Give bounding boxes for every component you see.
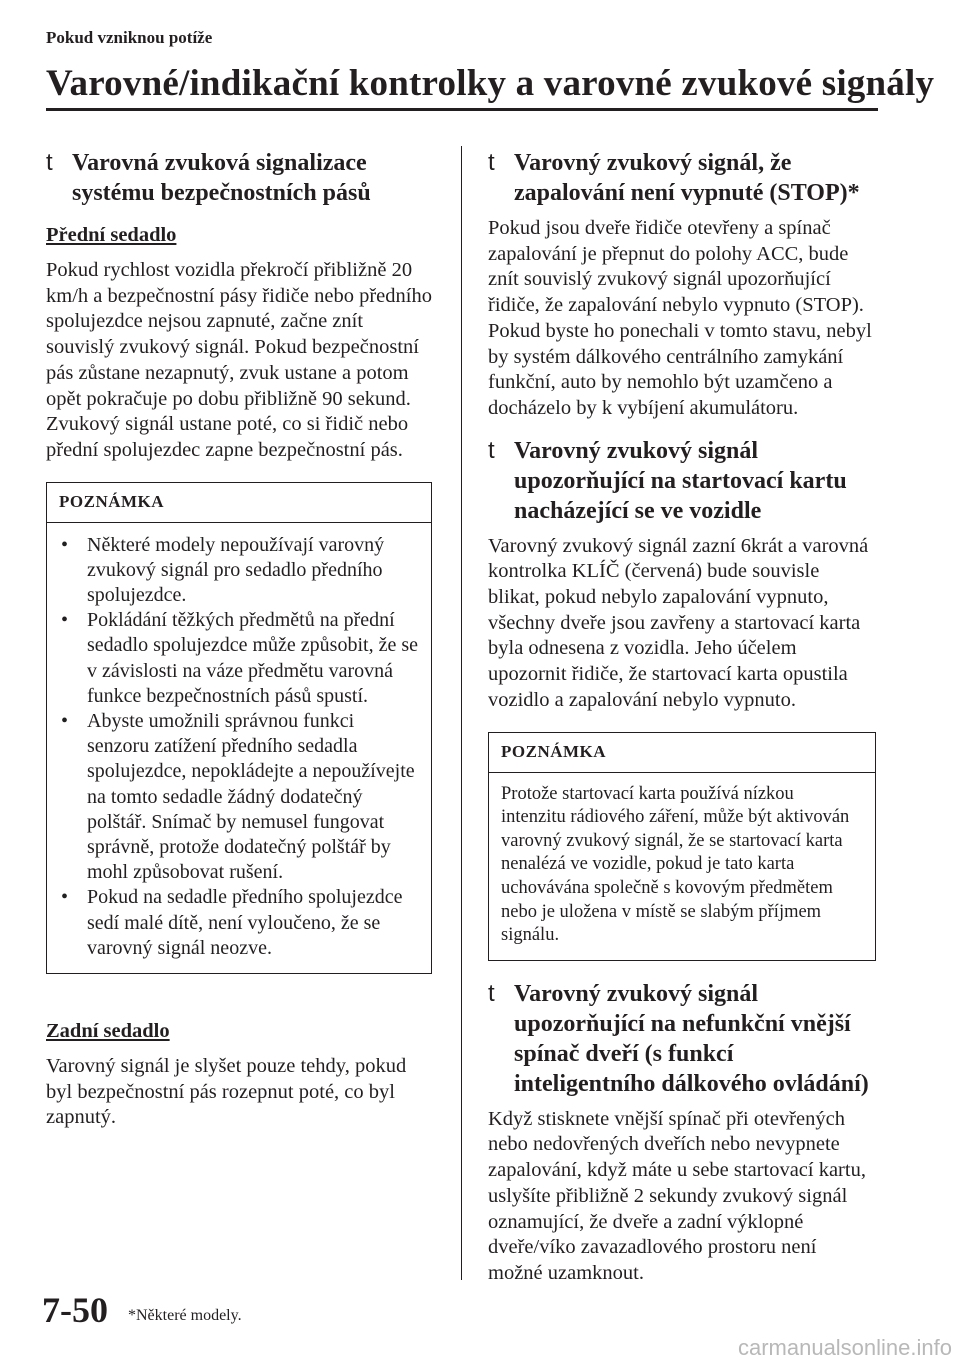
card-warning-text: Varovný zvukový signál zazní 6krát a varovná kontrolka KLÍČ (červená) bude souvisle blikat, pokud nebylo zapalování vypnuto, všechny dveře jsou zavřeny a startovací karta byla odnesena z vozidla. Jeho účelem upozornit řidiče, že startovací karta opustila vozidlo a zapalování nebylo vypnuto. xyxy=(488,534,869,711)
note-item-text: Pokládání těžkých předmětů na přední sedadlo spolujezdce může způsobit, že se v závislosti na váze předmětu varovná funkce bezpečnostních pásů spustí. xyxy=(87,609,418,707)
note-item-text: Některé modely nepoužívají varovný zvukový signál pro sedadlo předního spolujezdce. xyxy=(87,533,385,607)
note-list-item xyxy=(59,885,419,961)
footnote: *Některé modely. xyxy=(128,1307,242,1324)
front-seat-heading: Přední sedadlo xyxy=(46,224,177,246)
title-divider xyxy=(46,108,878,111)
note-box-seatbelt xyxy=(46,482,432,974)
note-title: POZNÁMKA xyxy=(47,483,431,523)
section-heading-seatbelt xyxy=(46,148,432,208)
bullet-dot-icon: • xyxy=(61,533,69,556)
note-list-item xyxy=(59,533,419,609)
section-bullet-icon: t xyxy=(46,149,53,176)
note-list-item xyxy=(59,608,419,709)
note-item-text: Abyste umožnili správnou funkci senzoru zatížení předního sedadla spolujezdce, nepokládejte a nepoužívejte na tomto sedadle žádný dodatečný polštář. Snímač by nemusel fungovat správně, protože dodatečný polštář by mohl způsobovat rušení. xyxy=(87,710,415,884)
note-list-item xyxy=(59,709,419,885)
bullet-dot-icon: • xyxy=(61,609,69,632)
note-text: Protože startovací karta používá nízkou intenzitu rádiového záření, může být aktivován varovný zvukový signál, že se startovací karta nenalézá ve vozidle, pokud je tato karta uchovávána společně s kovovým předmětem nebo je uložena v místě se slabým příjmem signálu. xyxy=(501,783,850,946)
section-heading-text: Varovný zvukový signál, že zapalování není vypnuté (STOP)* xyxy=(514,150,860,206)
note-item-text: Pokud na sedadle předního spolujezdce sedí malé dítě, není vyloučeno, že se varovný signál neozve. xyxy=(87,886,403,959)
page-number: 7-50 xyxy=(42,1290,108,1330)
front-seat-text: Pokud rychlost vozidla překročí přibližně 20 km/h a bezpečnostní pásy řidiče nebo předního spolujezdce nejsou zapnuté, začne znít souvislý zvukový signál. Pokud bezpečnostní pás zůstane nezapnutý, zvuk ustane a potom opět pokračuje po dobu přibližně 90 sekund. Zvukový signál ustane poté, co si řidič nebo přední spolujezdec zapne bezpečnostní pás. xyxy=(46,259,432,461)
door-switch-warning-text: Když stisknete vnější spínač při otevřených nebo nedovřených dveřích nebo nevypnete zapalování, když máte u sebe startovací kartu, uslyšíte přibližně 2 sekundy zvukový signál oznamující, že dveře a zadní výklopné dveře/víko zavazadlového prostoru není možné uzamknout. xyxy=(488,1107,866,1284)
note-title: POZNÁMKA xyxy=(489,733,875,773)
section-bullet-icon: t xyxy=(488,979,495,1007)
ignition-warning-text: Pokud jsou dveře řidiče otevřeny a spínač zapalování je přepnut do polohy ACC, bude znít souvislý zvukový signál upozorňující řidiče, že zapalování nebylo vypnuto (STOP). Pokud byste ho ponechali v tomto stavu, nebyl by systém dálkového centrálního zamykání funkční, auto by nemohlo být uzamčeno a docházelo by k vybíjení akumulátoru. xyxy=(488,217,872,419)
right-column xyxy=(488,148,876,1287)
page-title: Varovné/indikační kontrolky a varovné zvukové signály xyxy=(46,63,935,104)
left-column xyxy=(46,148,432,1131)
section-heading-text: Varovná zvuková signalizace systému bezpečnostních pásů xyxy=(72,150,371,206)
note-list xyxy=(59,533,419,961)
watermark: carmanualsonline.info xyxy=(737,1335,952,1360)
section-heading-ignition xyxy=(488,148,876,208)
breadcrumb: Pokud vzniknou potíže xyxy=(46,28,213,47)
note-body xyxy=(47,523,431,973)
note-box-card xyxy=(488,732,876,961)
section-heading-door-switch xyxy=(488,979,876,1099)
column-divider xyxy=(461,146,462,1280)
section-heading-card-in-vehicle xyxy=(488,436,876,526)
bullet-dot-icon: • xyxy=(61,710,69,733)
section-bullet-icon: t xyxy=(488,436,495,464)
note-body xyxy=(489,773,875,960)
rear-seat-heading: Zadní sedadlo xyxy=(46,1020,170,1043)
section-heading-text: Varovný zvukový signál upozorňující na startovací kartu nacházející se ve vozidle xyxy=(514,437,847,524)
section-heading-text: Varovný zvukový signál upozorňující na nefunkční vnější spínač dveří (s funkcí inteligentního dálkového ovládání) xyxy=(514,980,869,1097)
rear-seat-text: Varovný signál je slyšet pouze tehdy, pokud byl bezpečnostní pás rozepnut poté, co byl zapnutý. xyxy=(46,1055,407,1129)
bullet-dot-icon: • xyxy=(61,886,69,909)
section-bullet-icon: t xyxy=(488,149,495,176)
